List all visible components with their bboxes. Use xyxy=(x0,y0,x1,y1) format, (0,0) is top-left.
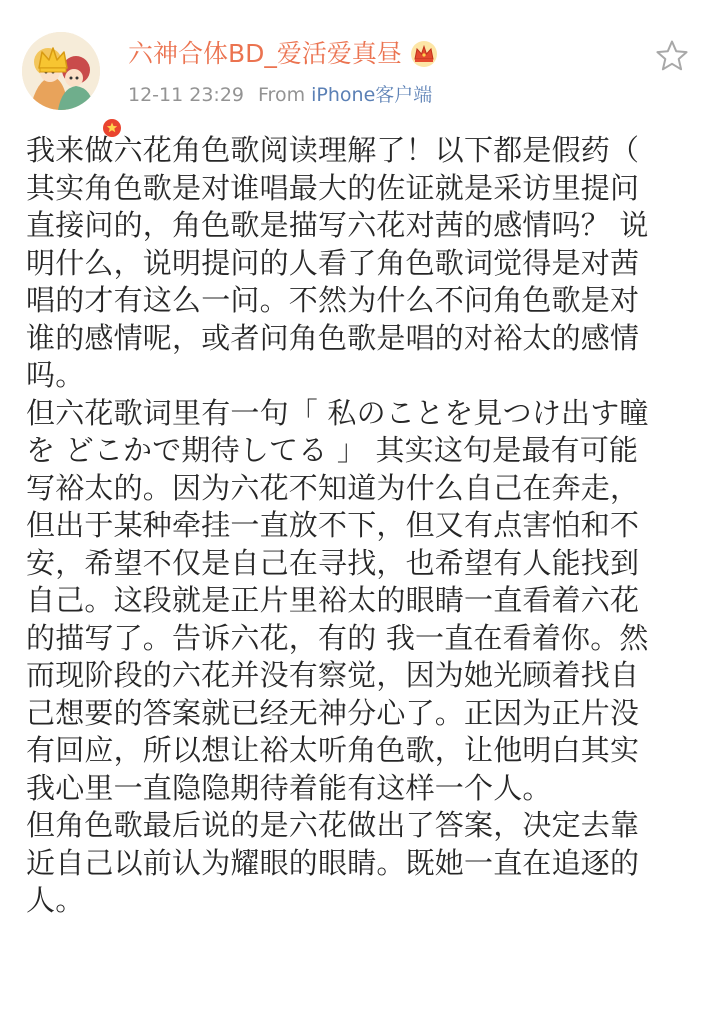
star-icon[interactable] xyxy=(654,38,690,74)
crown-icon xyxy=(36,44,70,74)
source-client[interactable]: iPhone客户端 xyxy=(311,84,433,106)
post-paragraph-3: 但角色歌最后说的是六花做出了答案，决定去靠 近自己以前认为耀眼的眼睛。既她一直在追逐的 人。 xyxy=(26,808,640,917)
post-content xyxy=(26,132,696,920)
post-paragraph-2: 但六花歌词里有一句「 私のことを見つけ出す瞳 を どこかで期待してる 」 其实这句是最有可能 写裕太的。因为六花不知道为什么自己在奔走， 但出于某种牵挂一直放不下，但又有点害怕和不 安，希望不仅是自己在寻找，也希望有人能找到 自己。这段就是正片里裕太的眼睛一直看着六花 的描写了。告诉六花，有的 我一直在看着你。然 而现阶段的六花并没有察觉，因为她光顾着找自 己想要的答案就已经无神分心了。正因为正片没 有回应，所以想让裕太听角色歌，让他明白其实 我心里一直隐隐期待着能有这样一个人。 xyxy=(26,395,649,805)
avatar[interactable] xyxy=(22,32,100,110)
timestamp: 12-11 23:29 xyxy=(128,84,245,106)
post-header xyxy=(0,0,715,120)
username-text[interactable]: 六神合体BD_爱活爱真昼 xyxy=(128,39,402,68)
source-prefix: From xyxy=(258,84,306,106)
vip-crown-icon xyxy=(410,40,438,68)
post-paragraph-1: 我来做六花角色歌阅读理解了！以下都是假药（ 其实角色歌是对谁唱最大的佐证就是采访里提问 直接问的，角色歌是描写六花对茜的感情吗？ 说 明什么，说明提问的人看了角色歌词觉得是对茜 唱的才有这么一问。不然为什么不问角色歌是对 谁的感情呢，或者问角色歌是唱的对裕太的感情 吗。 xyxy=(26,133,649,392)
post-meta xyxy=(128,82,432,108)
username[interactable] xyxy=(128,36,438,72)
